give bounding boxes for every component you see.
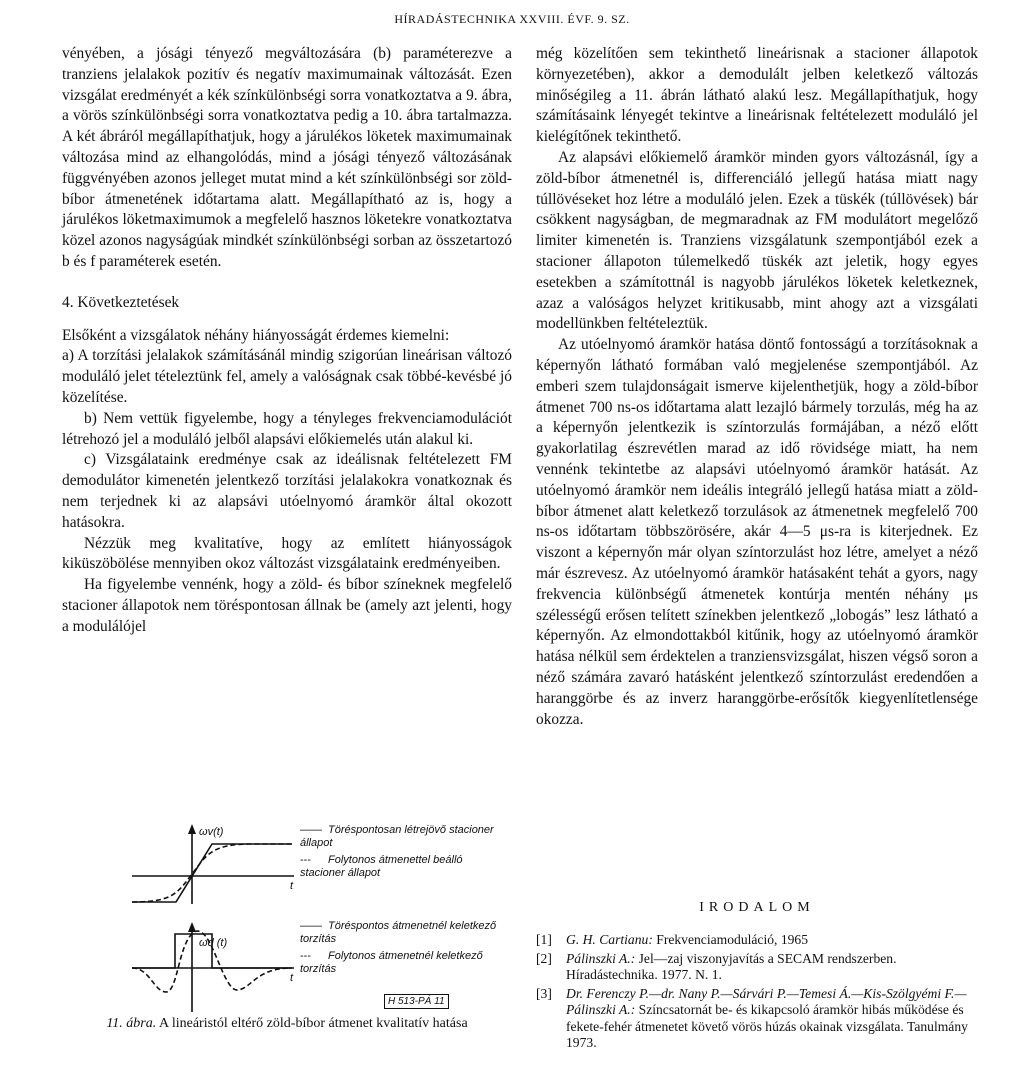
right-column xyxy=(536,44,978,730)
paragraph: Nézzük meg kvalitatíve, hogy az említett hiányosságok kiküszöbölése mennyiben okoz változást vizsgálataink eredményeiben. xyxy=(62,534,512,573)
axis-t-top: t xyxy=(290,880,294,892)
legend-bottom-dashed: --- Folytonos átmenetnél keletkező torzítás xyxy=(300,950,483,975)
legend-top-solid: —— Töréspontosan létrejövő stacioner állapot xyxy=(300,824,494,849)
figure-11 xyxy=(62,822,512,1062)
figure-caption: 11. ábra. A lineáristól eltérő zöld-bíbor átmenet kvalitatív hatása xyxy=(106,1016,468,1031)
figure-code: H 513-PÁ 11 xyxy=(384,994,449,1009)
list-item-c: c) Vizsgálataink eredménye csak az ideálisnak feltételezett FM demodulátor kimenetén jelentkező torzítási jelalakokra vonatkoznak és nem terjednek ki az alapsávi utóelnyomó áramkör által okozott hatásokra. xyxy=(62,451,512,531)
reference-item: [3] Dr. Ferenczy P.—dr. Nany P.—Sárvári P.—Temesi Á.—Kis-Szölgyémi F.—Pálinszki A.: Színcsatornát be- és kikapcsoló áramkör hibás működése és fekete-fehér átmenetet követő vörös húzás okainak vizsgálata. Tanulmány 1973. xyxy=(536,985,968,1050)
arrow-icon xyxy=(188,922,196,932)
reference-item: [2] Pálinszki A.: Jel—zaj viszonyjavítás a SECAM rendszerben. Híradástechnika. 1977. N. 1. xyxy=(536,950,897,982)
list-item-b: b) Nem vettük figyelembe, hogy a tényleges frekvenciamodulációt létrehozó jel a moduláló jelből alapsávi előkiemelés után alakul ki. xyxy=(62,409,512,448)
left-column xyxy=(62,44,512,638)
paragraph: vényében, a jósági tényező megváltozására (b) paraméterezve a tranziens jelalakok pozitív és negatív maximumainak változását. Ezen vizsgálat eredményét a kék színkülönbségi sorra vonatkoztatva a 9. ábra, a vörös színkülönbségi sorra vonatkoztatva pedig a 10. ábra tartalmazza. A két ábráról megállapíthatjuk, hogy a járulékos löketek maximumainak változása mind az elhangolódás, mind a jósági tényező változásának függvényében azonos jelleget mutat mind a két színkülönbségi sor zöld-bíbor átmenetének időtartama alatt. Megállapítható az is, hogy a járulékos löketmaximumok a megfelelő hasznos löketekre vonatkoztatva közel azonos nagyságúak mindkét színkülönbségi sorban az összetartozó b és f paraméterek esetén. xyxy=(62,45,512,270)
paragraph: Az alapsávi előkiemelő áramkör minden gyors változásnál, így a zöld-bíbor átmenetnél is, differenciáló jellegű hatása miatt nagy túllövéseket hoz létre a moduláló jelen. Ezek a tüskék (túllövések) bár csökkent nagyságban, de megmaradnak az FM modulátort megelőző limiter kimenetén is. Tranziens vizsgálatunk szempontjából ezek a stacioner állapoton túlemelkedő tüskék azt jeletik, hogy egyes esetekben a számítottnál is nagyobb járulékos löketek keletkeznek, azaz a valóságos helyzet kritikusabb, mint ahogy azt a vizsgálati modellünkben feltételeztük. xyxy=(536,148,978,333)
axis-label-bottom: ωd (t) xyxy=(199,937,228,949)
reference-item: [1] G. H. Cartianu: Frekvenciamoduláció, 1965 xyxy=(536,932,809,947)
references-list xyxy=(536,932,978,1054)
axis-t-bottom: t xyxy=(290,972,294,984)
legend-top-dashed: --- Folytonos átmenettel beálló stacioner állapot xyxy=(300,854,463,879)
paragraph: Az utóelnyomó áramkör hatása döntő fontosságú a torzításoknak a képernyőn látható formában való megjelenése szempontjából. Az emberi szem tulajdonságait ismerve kijelenthetjük, hogy a zöld-bíbor átmenet 700 ns-os időtartama alatt lezajló bármely torzulás, még ha az a képernyőn jelentkezik is színtorzulás formájában, a néző előtt gyakorlatilag észrevétlen marad az idő rövidsége miatt, ha nem vennénk tekintetbe az alapsávi utóelnyomó áramkör hatását. Az utóelnyomó áramkör nem ideális integráló jellegű hatása miatt a zöld-bíbor átmenet alatt keletkező torzulások az átmenetnek megfelelő 700 ns-os időtartam többszörösére, akár 4—5 μs-ra is kiterjednek. Ez viszont a képernyőn már olyan színtorzulást hoz létre, amelyet a néző már észrevesz. Az utóelnyomó áramkör hatásaként tehát a gyors, nagy frekvencia különbségű átmenetek kontúrja mentén néhány μs szélességű erősen telített színekben jelentkező „lobogás” lesz látható a képernyőn. Az elmondottakból kitűnik, hogy az utóelnyomó áramkör hatása nélkül sem érdektelen a tranziensvizsgálat, hiszen végső soron a néző számára zavaró hatásként jelentkező színtorzulást eredendően a haranggörbe és az inverz haranggörbe-erősítők kiegyenlítetlensége okozza. xyxy=(536,336,978,728)
paragraph: Ha figyelembe vennénk, hogy a zöld- és bíbor színeknek megfelelő stacioner állapotok nem töréspontosan állnak be (amely azt jelenti, hogy a modulálójel xyxy=(62,576,512,635)
references-title: IRODALOM xyxy=(699,900,815,915)
arrow-icon xyxy=(188,824,196,834)
paragraph: még közelítően sem tekinthető lineárisnak a stacioner állapotok környezetében), akkor a demodulált jelben keletkező változás minőségileg a 11. ábrán látható alakú lesz. Megállapíthatjuk, hogy számításaink lényegét tekintve a lineárisnak feltételezett moduláló jel kielégítőnek tekinthető. xyxy=(536,45,978,146)
axis-label-top: ωv(t) xyxy=(199,826,224,838)
section-title: 4. Következtetések xyxy=(62,293,180,311)
page-header: HÍRADÁSTECHNIKA XXVIII. ÉVF. 9. SZ. xyxy=(394,12,630,26)
top-dashed-curve xyxy=(132,844,292,902)
legend-bottom-solid: —— Töréspontos átmenetnél keletkező torzítás xyxy=(300,920,497,945)
paragraph: Elsőként a vizsgálatok néhány hiányosságát érdemes kiemelni: xyxy=(62,326,450,344)
list-item-a: a) A torzítási jelalakok számításánál mindig szigorúan lineárisan változó moduláló jelet tételeztünk fel, amely a valóságnak csak többé-kevésbé jó közelítése. xyxy=(62,347,512,406)
